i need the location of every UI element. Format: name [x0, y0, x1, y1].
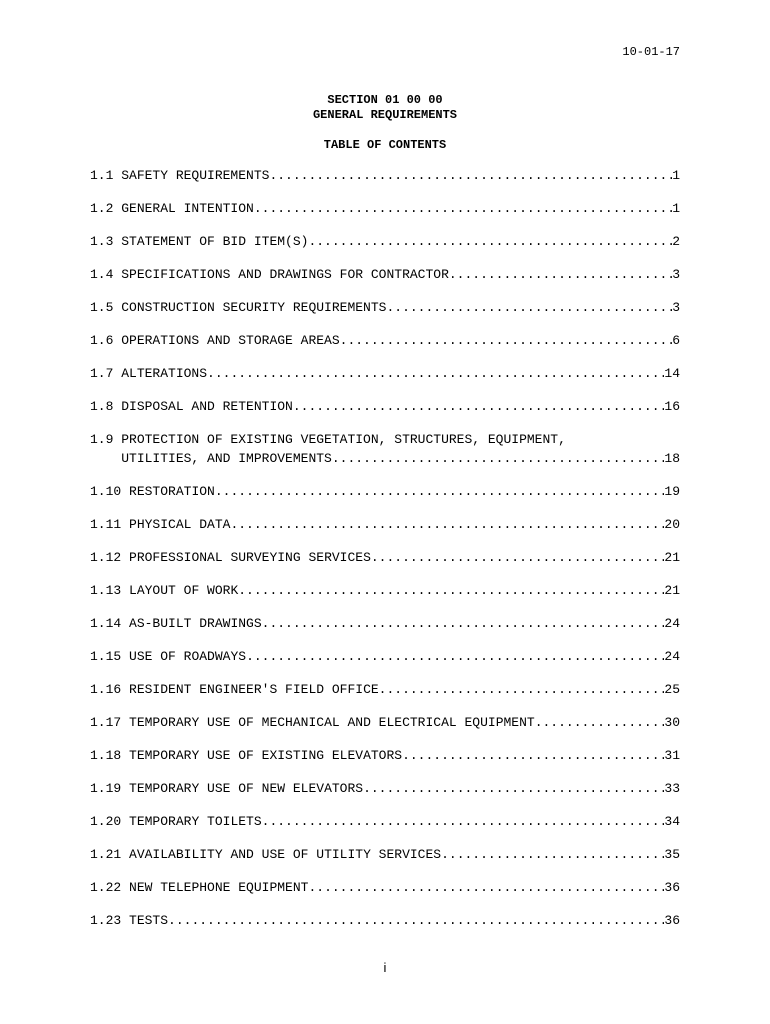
- toc-entry[interactable]: [90, 713, 680, 732]
- document-date: 10-01-17: [622, 45, 680, 59]
- toc-entry[interactable]: [90, 515, 680, 534]
- toc-entry-page: 19: [664, 484, 680, 499]
- toc-entry-page: 24: [664, 649, 680, 664]
- toc-entry-number: 1.16: [90, 682, 122, 697]
- toc-entry-title: OPERATIONS AND STORAGE AREAS: [121, 333, 340, 348]
- toc-entry-number: 1.2: [90, 201, 114, 216]
- toc-entry-title: TESTS: [129, 913, 169, 928]
- toc-entry-page: 2: [672, 234, 680, 249]
- toc-entry-number: 1.7: [90, 366, 114, 381]
- toc-entry[interactable]: [90, 878, 680, 897]
- toc-entry-title: RESTORATION: [129, 484, 215, 499]
- toc-entry-title: SPECIFICATIONS AND DRAWINGS FOR CONTRACTOR: [121, 267, 449, 282]
- toc-entry-title-line2: UTILITIES, AND IMPROVEMENTS: [121, 451, 332, 466]
- toc-entry-page: 24: [664, 616, 680, 631]
- toc-entry[interactable]: [90, 397, 680, 416]
- toc-entry-title: AVAILABILITY AND USE OF UTILITY SERVICES: [129, 847, 442, 862]
- toc-entry-number: 1.10: [90, 484, 122, 499]
- toc-entry-title: TEMPORARY USE OF NEW ELEVATORS: [129, 781, 364, 796]
- toc-entry-number: 1.1: [90, 168, 114, 183]
- toc-entry-number: 1.8: [90, 399, 114, 414]
- toc-entry-title: RESIDENT ENGINEER'S FIELD OFFICE: [129, 682, 379, 697]
- toc-entry-page: 20: [664, 517, 680, 532]
- toc-entry-number: 1.6: [90, 333, 114, 348]
- toc-entry-title: TEMPORARY USE OF MECHANICAL AND ELECTRICAL EQUIPMENT: [129, 715, 535, 730]
- toc-entry[interactable]: [90, 680, 680, 699]
- toc-entry-title-line1: PROTECTION OF EXISTING VEGETATION, STRUCTURES, EQUIPMENT,: [121, 432, 566, 447]
- toc-entry-page: 34: [664, 814, 680, 829]
- toc-entry-page: 18: [664, 451, 680, 466]
- toc-entry-page: 33: [664, 781, 680, 796]
- toc-entry[interactable]: [90, 430, 680, 468]
- toc-heading: TABLE OF CONTENTS: [323, 138, 447, 152]
- toc-entry-number: 1.5: [90, 300, 114, 315]
- toc-entry-title: TEMPORARY TOILETS: [129, 814, 262, 829]
- toc-entry[interactable]: [90, 614, 680, 633]
- toc-entry-title: TEMPORARY USE OF EXISTING ELEVATORS: [129, 748, 403, 763]
- toc-entry[interactable]: [90, 166, 680, 185]
- toc-entry-number: 1.21: [90, 847, 122, 862]
- toc-entry-page: 1: [672, 201, 680, 216]
- toc-entry-number: 1.22: [90, 880, 122, 895]
- toc-entry-title: USE OF ROADWAYS: [129, 649, 247, 664]
- toc-entry[interactable]: [90, 548, 680, 567]
- toc-entry[interactable]: [90, 812, 680, 831]
- toc-entry-number: 1.18: [90, 748, 122, 763]
- toc-entry-page: 36: [664, 880, 680, 895]
- toc-entry-title: DISPOSAL AND RETENTION: [121, 399, 293, 414]
- toc-entry-page: 14: [664, 366, 680, 381]
- toc-entry-number: 1.3: [90, 234, 114, 249]
- toc-entry-page: 3: [672, 300, 680, 315]
- section-title: GENERAL REQUIREMENTS: [312, 108, 458, 122]
- toc-entry-title: STATEMENT OF BID ITEM(S): [121, 234, 309, 249]
- toc-entry-title: NEW TELEPHONE EQUIPMENT: [129, 880, 309, 895]
- toc-entry-page: 25: [664, 682, 680, 697]
- toc-entry-page: 1: [672, 168, 680, 183]
- toc-entry-number: 1.23: [90, 913, 122, 928]
- toc-entry[interactable]: [90, 265, 680, 284]
- toc-entry[interactable]: [90, 199, 680, 218]
- toc-entry[interactable]: [90, 232, 680, 251]
- toc-entry-number: 1.17: [90, 715, 122, 730]
- toc-entry-page: 21: [664, 583, 680, 598]
- toc-entry-title: PHYSICAL DATA: [129, 517, 231, 532]
- toc-entry[interactable]: [90, 779, 680, 798]
- toc-entry[interactable]: [90, 298, 680, 317]
- toc-entry-number: 1.9: [90, 432, 114, 447]
- toc-entry-number: 1.12: [90, 550, 122, 565]
- toc-entry-number: 1.14: [90, 616, 122, 631]
- table-of-contents: [90, 166, 680, 944]
- toc-entry-number: 1.20: [90, 814, 122, 829]
- toc-entry[interactable]: [90, 911, 680, 930]
- toc-entry-page: 35: [664, 847, 680, 862]
- section-number: SECTION 01 00 00: [327, 93, 443, 107]
- toc-entry-title: LAYOUT OF WORK: [129, 583, 239, 598]
- toc-entry[interactable]: [90, 746, 680, 765]
- toc-entry-number: 1.11: [90, 517, 122, 532]
- toc-entry[interactable]: [90, 647, 680, 666]
- toc-entry[interactable]: [90, 331, 680, 350]
- toc-entry-number: 1.13: [90, 583, 122, 598]
- toc-entry-number: 1.4: [90, 267, 114, 282]
- toc-entry[interactable]: [90, 482, 680, 501]
- toc-entry-title: CONSTRUCTION SECURITY REQUIREMENTS: [121, 300, 387, 315]
- toc-entry-title: SAFETY REQUIREMENTS: [121, 168, 270, 183]
- toc-entry-page: 16: [664, 399, 680, 414]
- toc-entry-title: AS-BUILT DRAWINGS: [129, 616, 262, 631]
- page-number: i: [383, 960, 387, 975]
- toc-entry-title: ALTERATIONS: [121, 366, 208, 381]
- toc-entry[interactable]: [90, 581, 680, 600]
- toc-entry-page: 31: [664, 748, 680, 763]
- toc-entry-title: PROFESSIONAL SURVEYING SERVICES: [129, 550, 371, 565]
- toc-entry-page: 21: [664, 550, 680, 565]
- toc-entry[interactable]: [90, 364, 680, 383]
- toc-entry-page: 3: [672, 267, 680, 282]
- toc-entry-number: 1.19: [90, 781, 122, 796]
- toc-entry-page: 36: [664, 913, 680, 928]
- toc-entry-title: GENERAL INTENTION: [121, 201, 254, 216]
- toc-entry[interactable]: [90, 845, 680, 864]
- toc-entry-number: 1.15: [90, 649, 122, 664]
- toc-entry-page: 6: [672, 333, 680, 348]
- toc-entry-page: 30: [664, 715, 680, 730]
